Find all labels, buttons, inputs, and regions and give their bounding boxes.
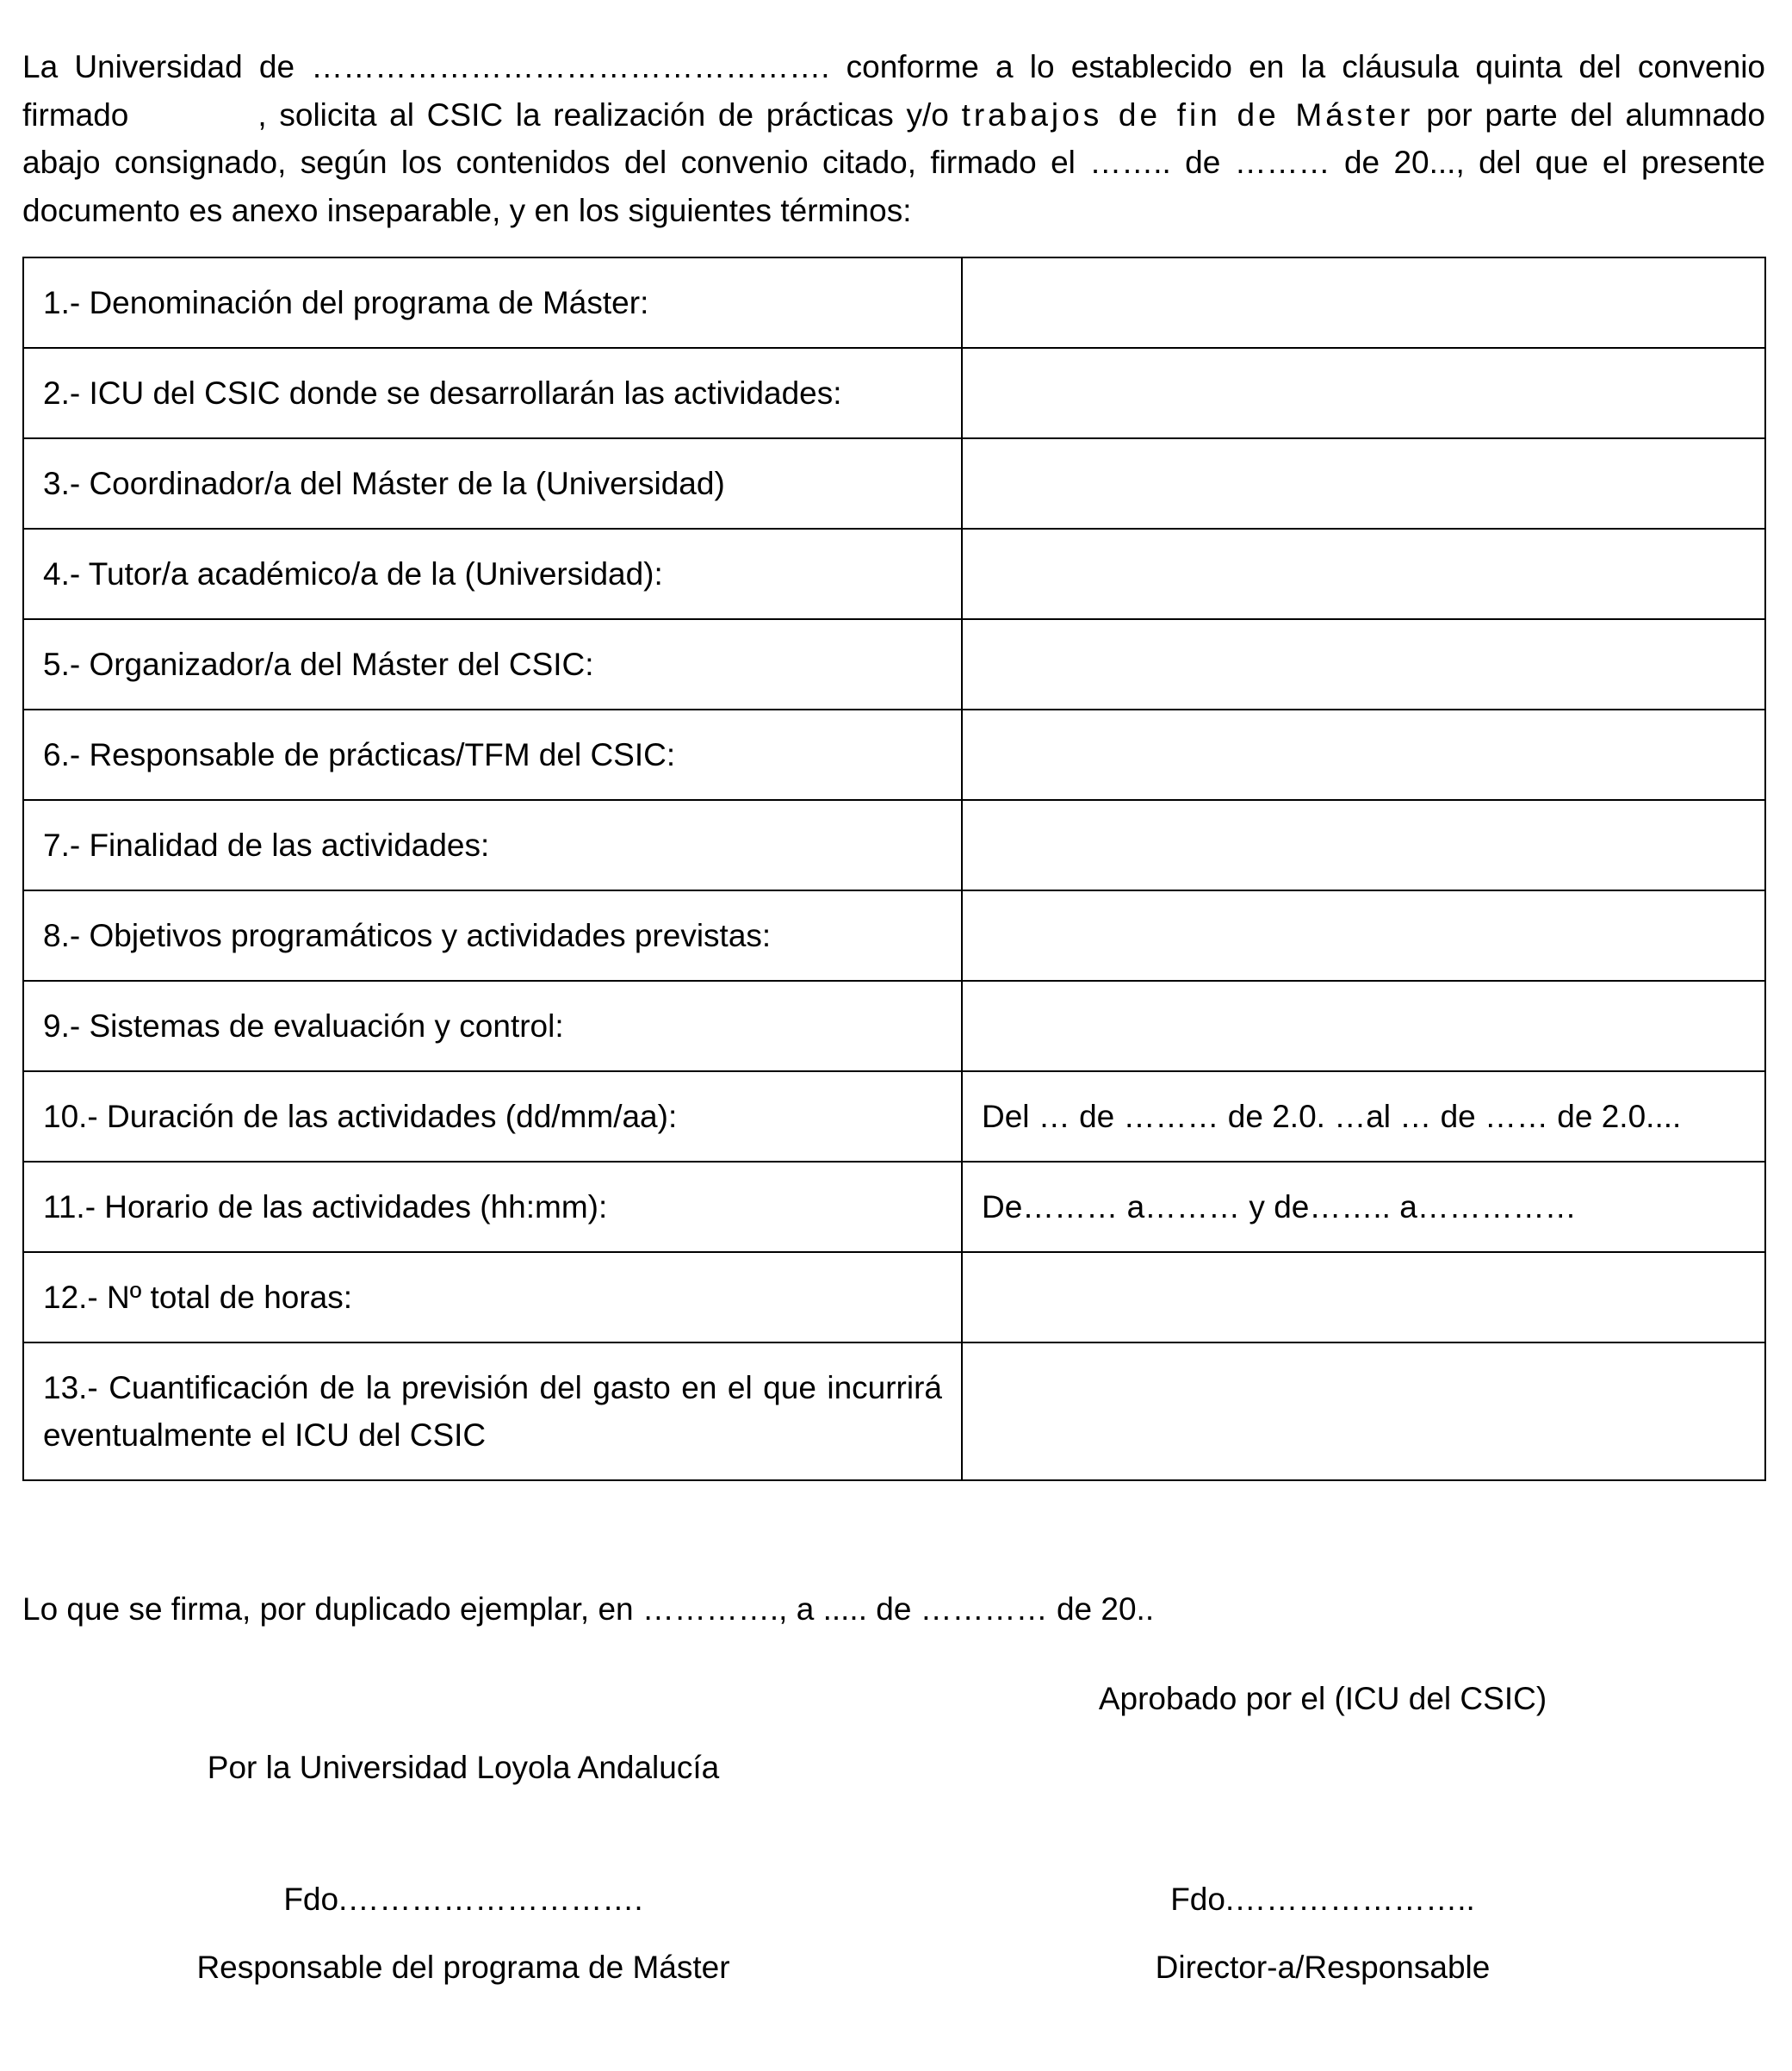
field-label: 8.- Objetivos programáticos y actividades previstas: bbox=[23, 890, 962, 981]
university-signature-line[interactable]: Fdo.………………………. bbox=[283, 1882, 643, 1917]
field-value[interactable] bbox=[962, 800, 1765, 890]
field-label: 5.- Organizador/a del Máster del CSIC: bbox=[23, 619, 962, 710]
university-heading: Por la Universidad Loyola Andalucía bbox=[207, 1750, 720, 1785]
table-row bbox=[23, 1162, 1765, 1252]
field-value[interactable] bbox=[962, 348, 1765, 438]
field-value[interactable] bbox=[962, 619, 1765, 710]
closing-statement: Lo que se firma, por duplicado ejemplar, en …………., a ..... de ………… de 20.. bbox=[22, 1591, 1155, 1627]
table-row bbox=[23, 619, 1765, 710]
table-row bbox=[23, 1071, 1765, 1162]
intro-text-1: La Universidad de …………………………………………. conforme a lo establecido en la cláusula quinta del convenio firmado bbox=[22, 49, 1765, 133]
field-label: 12.- Nº total de horas: bbox=[23, 1252, 962, 1342]
field-label: 4.- Tutor/a académico/a de la (Universidad): bbox=[23, 529, 962, 619]
table-row bbox=[23, 1252, 1765, 1342]
field-label: 13.- Cuantificación de la previsión del gasto en el que incurrirá eventualmente el ICU del CSIC bbox=[23, 1342, 962, 1480]
field-label: 3.- Coordinador/a del Máster de la (Universidad) bbox=[23, 438, 962, 529]
csic-signer-role: Director-a/Responsable bbox=[1155, 1950, 1491, 1985]
field-value[interactable] bbox=[962, 1252, 1765, 1342]
table-row bbox=[23, 1342, 1765, 1480]
table-row bbox=[23, 890, 1765, 981]
field-label: 2.- ICU del CSIC donde se desarrollarán las actividades: bbox=[23, 348, 962, 438]
university-signer-role: Responsable del programa de Máster bbox=[196, 1950, 730, 1985]
field-value[interactable] bbox=[962, 981, 1765, 1071]
table-row bbox=[23, 800, 1765, 890]
intro-paragraph bbox=[22, 43, 1765, 234]
field-label: 11.- Horario de las actividades (hh:mm): bbox=[23, 1162, 962, 1252]
terms-table bbox=[22, 257, 1766, 1481]
field-value[interactable] bbox=[962, 438, 1765, 529]
csic-approval-heading: Aprobado por el (ICU del CSIC) bbox=[1098, 1681, 1547, 1716]
field-value[interactable] bbox=[962, 1342, 1765, 1480]
table-row bbox=[23, 529, 1765, 619]
table-row bbox=[23, 438, 1765, 529]
field-label: 10.- Duración de las actividades (dd/mm/aa): bbox=[23, 1071, 962, 1162]
field-label: 6.- Responsable de prácticas/TFM del CSIC: bbox=[23, 710, 962, 800]
table-row bbox=[23, 348, 1765, 438]
field-value[interactable] bbox=[962, 710, 1765, 800]
intro-text-3: trabajos de fin de Máster bbox=[961, 96, 1414, 133]
field-label: 9.- Sistemas de evaluación y control: bbox=[23, 981, 962, 1071]
field-label: 7.- Finalidad de las actividades: bbox=[23, 800, 962, 890]
field-value[interactable] bbox=[962, 529, 1765, 619]
field-value[interactable]: Del … de ……… de 2.0. …al … de …… de 2.0.... bbox=[962, 1071, 1765, 1162]
field-value[interactable]: De……… a……… y de…….. a…………… bbox=[962, 1162, 1765, 1252]
intro-text-4: por parte del alumnado abajo consignado, según los contenidos del convenio citado, firmado el …….. de ……… de 20..., del que el presente documento es anexo inseparable, y en los siguientes términos: bbox=[22, 96, 1766, 228]
table-row bbox=[23, 710, 1765, 800]
field-value[interactable] bbox=[962, 257, 1765, 348]
field-value[interactable] bbox=[962, 890, 1765, 981]
csic-signature-line[interactable]: Fdo.………………….. bbox=[1170, 1882, 1475, 1917]
table-row bbox=[23, 981, 1765, 1071]
table-row bbox=[23, 257, 1765, 348]
field-label: 1.- Denominación del programa de Máster: bbox=[23, 257, 962, 348]
intro-text-2: , solicita al CSIC la realización de prácticas y/o bbox=[257, 96, 949, 133]
